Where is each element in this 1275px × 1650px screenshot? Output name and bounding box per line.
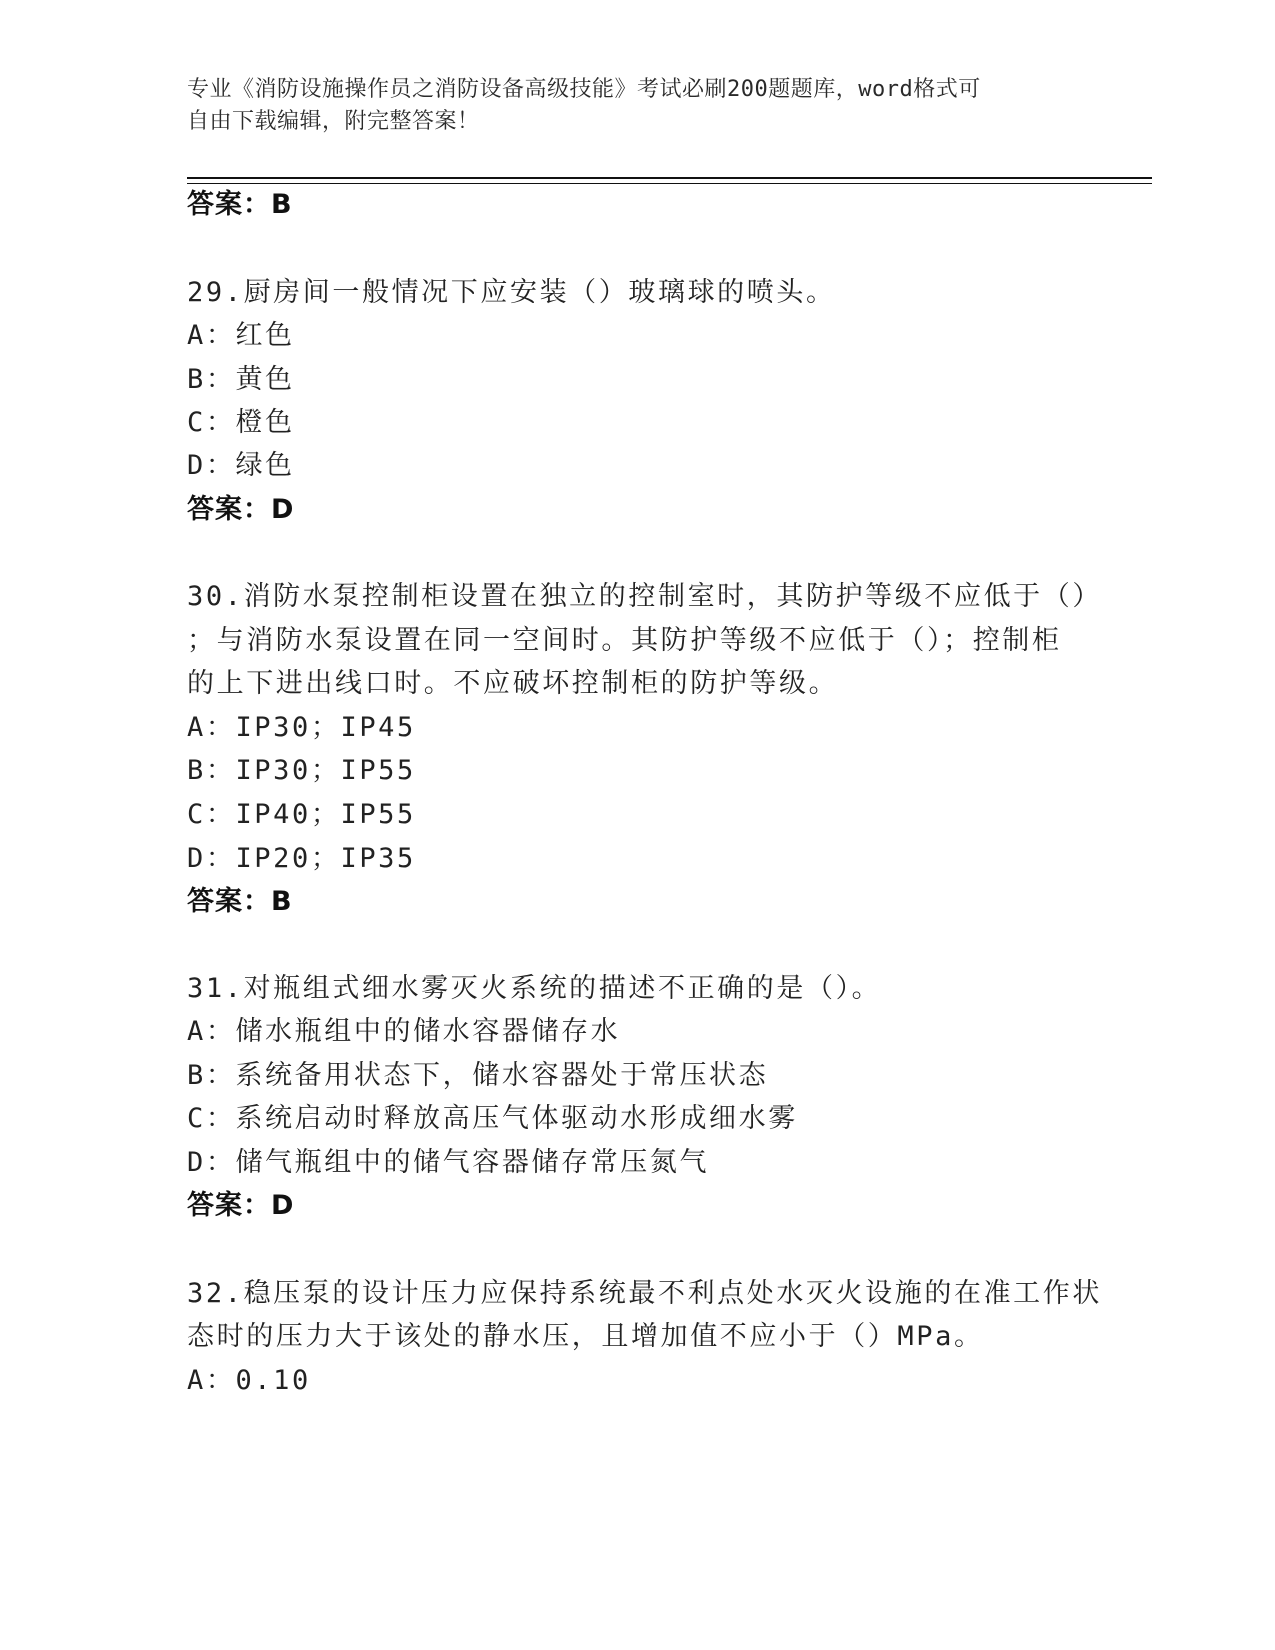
- question-31-option-d: D：储气瓶组中的储气容器储存常压氮气: [187, 1147, 710, 1178]
- question-31-answer: 答案：D: [187, 1190, 295, 1221]
- question-29-answer: 答案：D: [187, 494, 295, 525]
- header-line-1: 专业《消防设施操作员之消防设备高级技能》考试必刷200题题库，word格式可: [187, 77, 981, 102]
- question-30-text-line-1: 30.消防水泵控制柜设置在独立的控制室时，其防护等级不应低于（）: [187, 581, 1102, 612]
- document-header: [187, 74, 1067, 138]
- question-31-option-b: B：系统备用状态下，储水容器处于常压状态: [187, 1060, 769, 1091]
- question-32-text-line-1: 32.稳压泵的设计压力应保持系统最不利点处水灭火设施的在准工作状: [187, 1278, 1102, 1309]
- question-29-option-d: D：绿色: [187, 450, 295, 481]
- question-30-option-c: C：IP40；IP55: [187, 799, 416, 830]
- question-29-option-b: B：黄色: [187, 364, 295, 395]
- question-31-text: 31.对瓶组式细水雾灭火系统的描述不正确的是（）。: [187, 973, 882, 1004]
- question-31-option-a: A：储水瓶组中的储水容器储存水: [187, 1016, 621, 1047]
- question-30-option-a: A：IP30；IP45: [187, 712, 416, 743]
- header-rule-thick: [187, 177, 1152, 179]
- question-30-answer: 答案：B: [187, 886, 293, 917]
- question-29-option-c: C：橙色: [187, 407, 295, 438]
- question-30-text-line-3: 的上下进出线口时。不应破坏控制柜的防护等级。: [187, 668, 839, 699]
- header-line-2: 自由下载编辑，附完整答案！: [187, 109, 480, 134]
- question-30-option-d: D：IP20；IP35: [187, 843, 416, 874]
- question-30-option-b: B：IP30；IP55: [187, 755, 416, 786]
- previous-answer: 答案：B: [187, 189, 293, 220]
- question-29-option-a: A：红色: [187, 320, 295, 351]
- question-32-text-line-2: 态时的压力大于该处的静水压，且增加值不应小于（）MPa。: [187, 1321, 984, 1352]
- header-rule-thin: [187, 183, 1152, 184]
- question-30-text-line-2: ；与消防水泵设置在同一空间时。其防护等级不应低于（）；控制柜: [187, 625, 1062, 656]
- question-32-option-a: A：0.10: [187, 1365, 311, 1396]
- question-31-option-c: C：系统启动时释放高压气体驱动水形成细水雾: [187, 1103, 798, 1134]
- question-29-text: 29.厨房间一般情况下应安装（）玻璃球的喷头。: [187, 277, 836, 308]
